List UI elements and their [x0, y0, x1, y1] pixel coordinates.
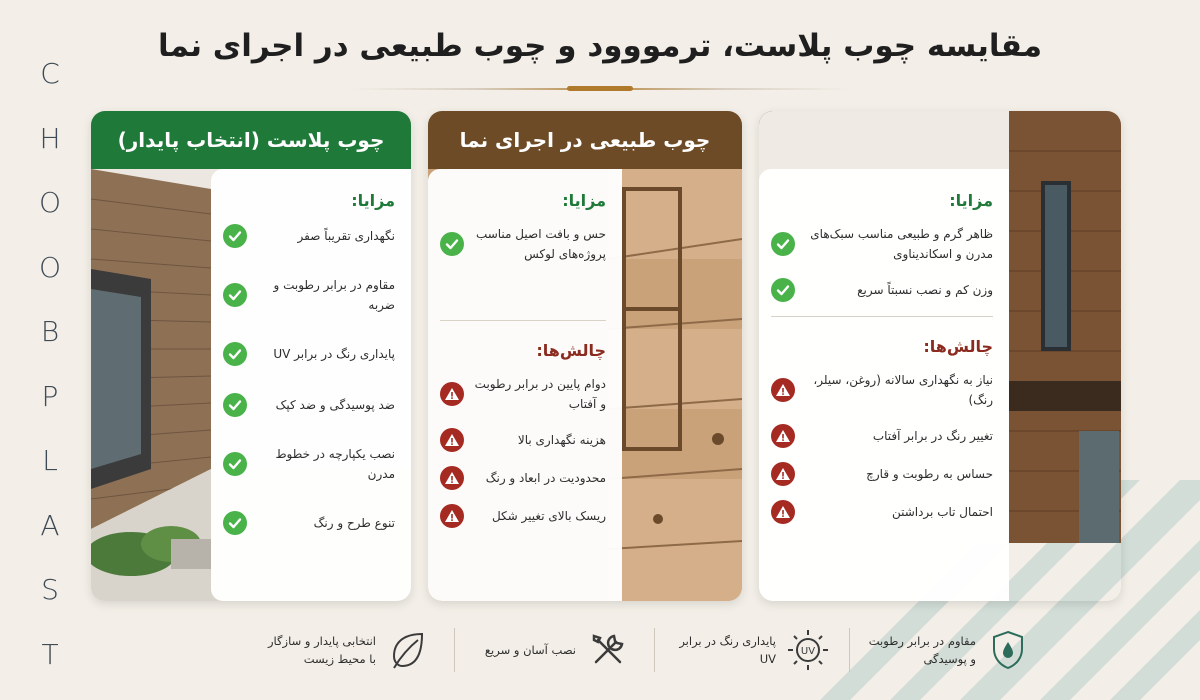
list-item: [223, 393, 395, 417]
thermowood-divider: [771, 316, 993, 317]
feature-install: [466, 620, 630, 680]
feature-moisture-text: مقاوم در برابر رطوبت و پوسیدگی: [868, 634, 976, 666]
feature-eco: [266, 620, 430, 680]
warning-icon: [771, 500, 795, 524]
list-item-text: تنوع طرح و رنگ: [313, 516, 395, 530]
check-icon: [223, 224, 247, 248]
check-icon: [223, 452, 247, 476]
list-item-text: وزن کم و نصب نسبتاً سریع: [857, 283, 993, 297]
warning-icon: [440, 382, 464, 406]
list-item: [440, 374, 606, 414]
feature-eco-text: انتخابی پایدار و سازگار با محیط زیست: [267, 634, 376, 666]
brand-letter: S: [41, 573, 59, 606]
uv-icon-label: UV: [800, 646, 816, 657]
list-item: [223, 342, 395, 366]
brand-letter: O: [38, 186, 62, 219]
feature-separator: [849, 628, 850, 672]
thermowood-cons-title: چالش‌ها:: [923, 337, 993, 356]
brand-letter: A: [40, 508, 60, 542]
list-item-text: پایداری رنگ در برابر UV: [273, 347, 395, 361]
list-item-text: احتمال تاب برداشتن: [891, 505, 993, 519]
brand-letter: H: [39, 121, 61, 155]
warning-icon: [771, 378, 795, 402]
list-item-text: نیاز به نگهداری سالانه (روغن، سیلر، رنگ): [813, 373, 993, 407]
natural-pros-title: مزایا:: [562, 191, 606, 210]
brand-letter: T: [41, 637, 59, 671]
list-item-text: ظاهر گرم و طبیعی مناسب سبک‌های مدرن و اسکاندیناوی: [810, 227, 993, 261]
warning-icon: [771, 462, 795, 486]
check-icon: [223, 393, 247, 417]
warning-icon: [440, 466, 464, 490]
card-natural-wood: [428, 111, 742, 601]
list-item-text: مقاوم در برابر رطوبت و ضربه: [273, 278, 395, 312]
natural-cons-title: چالش‌ها:: [536, 341, 606, 360]
feature-separator: [654, 628, 655, 672]
features-bar: [230, 620, 1030, 680]
natural-cons-list: [440, 374, 606, 528]
check-icon: [223, 342, 247, 366]
list-item: [771, 462, 993, 486]
check-icon: [771, 278, 795, 302]
woodplastic-pros-list: [223, 224, 395, 535]
card-thermowood: [759, 111, 1121, 601]
brand-vertical-logo: [26, 42, 74, 687]
thermowood-pros-title: مزایا:: [949, 191, 993, 210]
woodplastic-pros-title: مزایا:: [351, 191, 395, 210]
list-item-text: حساس به رطوبت و قارچ: [866, 467, 993, 481]
warning-icon: [440, 428, 464, 452]
list-item-text: تغییر رنگ در برابر آفتاب: [872, 429, 993, 443]
brand-letter: O: [38, 250, 62, 284]
brand-letter: P: [41, 379, 59, 413]
check-icon: [771, 232, 795, 256]
list-item: [440, 428, 606, 452]
list-item: [771, 278, 993, 302]
list-item-text: محدودیت در ابعاد و رنگ: [485, 471, 606, 485]
list-item: [223, 511, 395, 535]
feature-uv: [666, 620, 830, 680]
brand-letter: L: [42, 444, 58, 477]
list-item: [440, 504, 606, 528]
feature-install-text: نصب آسان و سریع: [484, 643, 576, 657]
natural-pros-list: [440, 224, 606, 264]
warning-icon: [440, 504, 464, 528]
thermowood-cons-list: [771, 370, 993, 524]
feature-moisture: [866, 620, 1030, 680]
list-item-text: نگهداری تقریباً صفر: [297, 229, 395, 243]
list-item: [440, 466, 606, 490]
list-item-text: هزینه نگهداری بالا: [517, 433, 606, 447]
page-title: مقایسه چوب پلاست، ترمووود و چوب طبیعی در اجرای نما: [157, 28, 1043, 64]
list-item: [223, 224, 395, 248]
brand-letter: B: [40, 315, 60, 348]
list-item-text: حس و بافت اصیل مناسب پروژه‌های لوکس: [475, 227, 606, 261]
shield-drop-icon: [986, 628, 1030, 672]
list-item-text: ریسک بالای تغییر شکل: [491, 509, 606, 523]
list-item: [223, 275, 395, 315]
uv-sun-icon: [786, 628, 830, 672]
list-item: [771, 500, 993, 524]
card-natural-panel: [428, 169, 622, 601]
list-item: [771, 424, 993, 448]
card-woodplastic-panel: [211, 169, 411, 601]
title-accent: [567, 86, 633, 91]
list-item-text: نصب یکپارچه در خطوط مدرن: [275, 447, 395, 481]
brand-letter: C: [40, 57, 60, 90]
card-natural-header: [428, 111, 742, 169]
card-woodplastic: [91, 111, 411, 601]
natural-divider: [440, 320, 606, 321]
feature-uv-text: پایداری رنگ در برابر UV: [679, 634, 776, 666]
feature-separator: [454, 628, 455, 672]
check-icon: [440, 232, 464, 256]
list-item-text: ضد پوسیدگی و ضد کپک: [275, 398, 395, 412]
list-item: [440, 224, 606, 264]
card-woodplastic-title: چوب پلاست (انتخاب پایدار): [117, 128, 385, 152]
thermowood-pros-list: [771, 224, 993, 302]
leaf-icon: [386, 628, 430, 672]
warning-icon: [771, 424, 795, 448]
list-item: [771, 370, 993, 410]
tools-icon: [586, 628, 630, 672]
list-item-text: دوام پایین در برابر رطوبت و آفتاب: [474, 377, 606, 411]
card-woodplastic-header: [91, 111, 411, 169]
check-icon: [223, 511, 247, 535]
list-item: [771, 224, 993, 264]
card-thermowood-panel: [759, 169, 1009, 601]
list-item: [223, 444, 395, 484]
card-natural-title: چوب طبیعی در اجرای نما: [459, 128, 711, 152]
check-icon: [223, 283, 247, 307]
